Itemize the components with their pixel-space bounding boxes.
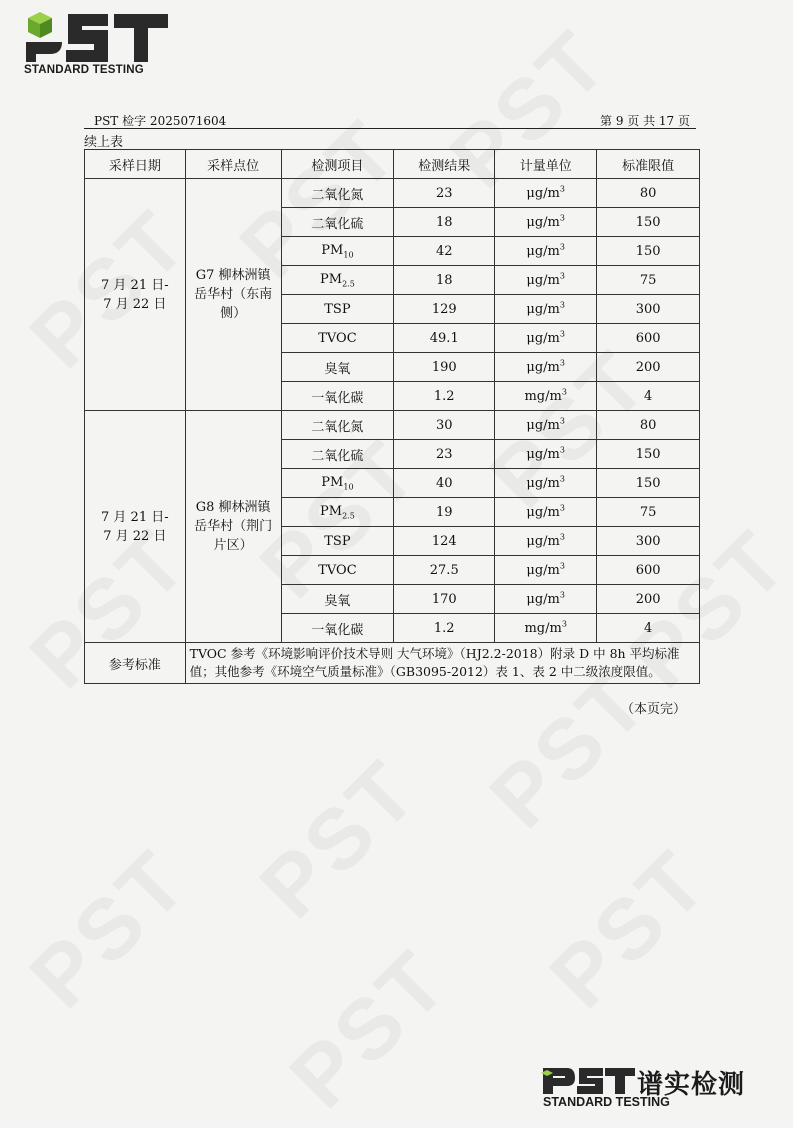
unit-cell: $\mu g/m^3$	[495, 469, 597, 498]
unit-cell: $\mu g/m^3$	[495, 440, 597, 469]
limit-cell: 4	[597, 382, 700, 411]
test-item-cell: TSP	[281, 527, 394, 556]
limit-cell: 300	[597, 527, 700, 556]
column-header: 检测结果	[394, 150, 495, 179]
test-result-cell: 1.2	[394, 382, 495, 411]
unit-cell: $\mu g/m^3$	[495, 556, 597, 585]
test-result-cell: 49.1	[394, 324, 495, 353]
sampling-site-cell: G8 柳林洲镇 岳华村（荆门 片区）	[185, 411, 281, 643]
test-result-cell: 19	[394, 498, 495, 527]
limit-cell: 300	[597, 295, 700, 324]
continued-label: 续上表	[84, 135, 124, 150]
limit-cell: 150	[597, 440, 700, 469]
unit-cell: $\mu g/m^3$	[495, 295, 597, 324]
air-quality-table	[84, 149, 700, 684]
table-row	[85, 411, 700, 440]
column-header: 检测项目	[281, 150, 394, 179]
limit-cell: 75	[597, 266, 700, 295]
reference-label: 参考标准	[85, 643, 186, 684]
unit-cell: $\mu g/m^3$	[495, 179, 597, 208]
limit-cell: 75	[597, 498, 700, 527]
reference-text: TVOC 参考《环境影响评价技术导则 大气环境》（HJ2.2-2018）附录 D 中 8h 平均标准值；其他参考《环境空气质量标准》（GB3095-2012）表 1、表 2 中二级浓度限值。	[185, 643, 699, 684]
test-result-cell: 30	[394, 411, 495, 440]
test-result-cell: 27.5	[394, 556, 495, 585]
test-item-cell: $PM_{2.5}$	[281, 498, 394, 527]
unit-cell: $\mu g/m^3$	[495, 498, 597, 527]
pst-logo-icon	[22, 6, 172, 64]
test-item-cell: 二氧化氮	[281, 179, 394, 208]
page-number: 第 9 页 共 17 页	[600, 114, 690, 128]
test-result-cell: 124	[394, 527, 495, 556]
test-result-cell: 40	[394, 469, 495, 498]
test-item-cell: 一氧化碳	[281, 614, 394, 643]
unit-cell: $mg/m^3$	[495, 382, 597, 411]
test-result-cell: 1.2	[394, 614, 495, 643]
limit-cell: 150	[597, 469, 700, 498]
test-result-cell: 42	[394, 237, 495, 266]
watermark	[11, 831, 208, 1028]
logo-chinese-name: 谱实检测	[637, 1070, 746, 1100]
limit-cell: 80	[597, 411, 700, 440]
test-result-cell: 190	[394, 353, 495, 382]
test-result-cell: 170	[394, 585, 495, 614]
test-result-cell: 23	[394, 440, 495, 469]
logo-subtitle: STANDARD TESTING	[24, 64, 144, 76]
test-item-cell: TVOC	[281, 324, 394, 353]
logo-subtitle: STANDARD TESTING	[543, 1095, 670, 1109]
unit-cell: $\mu g/m^3$	[495, 237, 597, 266]
test-item-cell: 臭氧	[281, 585, 394, 614]
column-header: 采样点位	[185, 150, 281, 179]
limit-cell: 150	[597, 237, 700, 266]
test-item-cell: 二氧化氮	[281, 411, 394, 440]
limit-cell: 200	[597, 585, 700, 614]
unit-cell: $\mu g/m^3$	[495, 208, 597, 237]
sampling-site-cell: G7 柳林洲镇 岳华村（东南 侧）	[185, 179, 281, 411]
test-item-cell: $PM_{10}$	[281, 469, 394, 498]
test-result-cell: 18	[394, 266, 495, 295]
test-item-cell: 一氧化碳	[281, 382, 394, 411]
test-item-cell: $PM_{2.5}$	[281, 266, 394, 295]
test-item-cell: TSP	[281, 295, 394, 324]
limit-cell: 600	[597, 556, 700, 585]
unit-cell: $\mu g/m^3$	[495, 353, 597, 382]
test-item-cell: 二氧化硫	[281, 208, 394, 237]
unit-cell: $\mu g/m^3$	[495, 527, 597, 556]
sampling-date-cell: 7 月 21 日- 7 月 22 日	[85, 411, 186, 643]
watermark	[271, 931, 468, 1128]
limit-cell: 4	[597, 614, 700, 643]
column-header: 标准限值	[597, 150, 700, 179]
limit-cell: 80	[597, 179, 700, 208]
unit-cell: $\mu g/m^3$	[495, 585, 597, 614]
unit-cell: $mg/m^3$	[495, 614, 597, 643]
test-item-cell: 臭氧	[281, 353, 394, 382]
test-item-cell: TVOC	[281, 556, 394, 585]
page-header	[84, 112, 696, 129]
end-note: （本页完）	[621, 702, 687, 717]
unit-cell: $\mu g/m^3$	[495, 266, 597, 295]
sampling-date-cell: 7 月 21 日- 7 月 22 日	[85, 179, 186, 411]
test-item-cell: 二氧化硫	[281, 440, 394, 469]
company-logo	[22, 6, 172, 78]
column-header: 计量单位	[495, 150, 597, 179]
limit-cell: 600	[597, 324, 700, 353]
company-logo-footer	[541, 1064, 773, 1110]
test-result-cell: 23	[394, 179, 495, 208]
test-item-cell: $PM_{10}$	[281, 237, 394, 266]
unit-cell: $\mu g/m^3$	[495, 324, 597, 353]
table-header-row	[85, 150, 700, 179]
column-header: 采样日期	[85, 150, 186, 179]
unit-cell: $\mu g/m^3$	[495, 411, 597, 440]
table-row	[85, 179, 700, 208]
watermark	[241, 741, 438, 938]
test-result-cell: 18	[394, 208, 495, 237]
reference-row	[85, 643, 700, 684]
limit-cell: 200	[597, 353, 700, 382]
report-number: PST 检字 2025071604	[94, 114, 227, 128]
limit-cell: 150	[597, 208, 700, 237]
test-result-cell: 129	[394, 295, 495, 324]
pst-logo-icon	[541, 1064, 635, 1096]
watermark	[531, 831, 728, 1028]
